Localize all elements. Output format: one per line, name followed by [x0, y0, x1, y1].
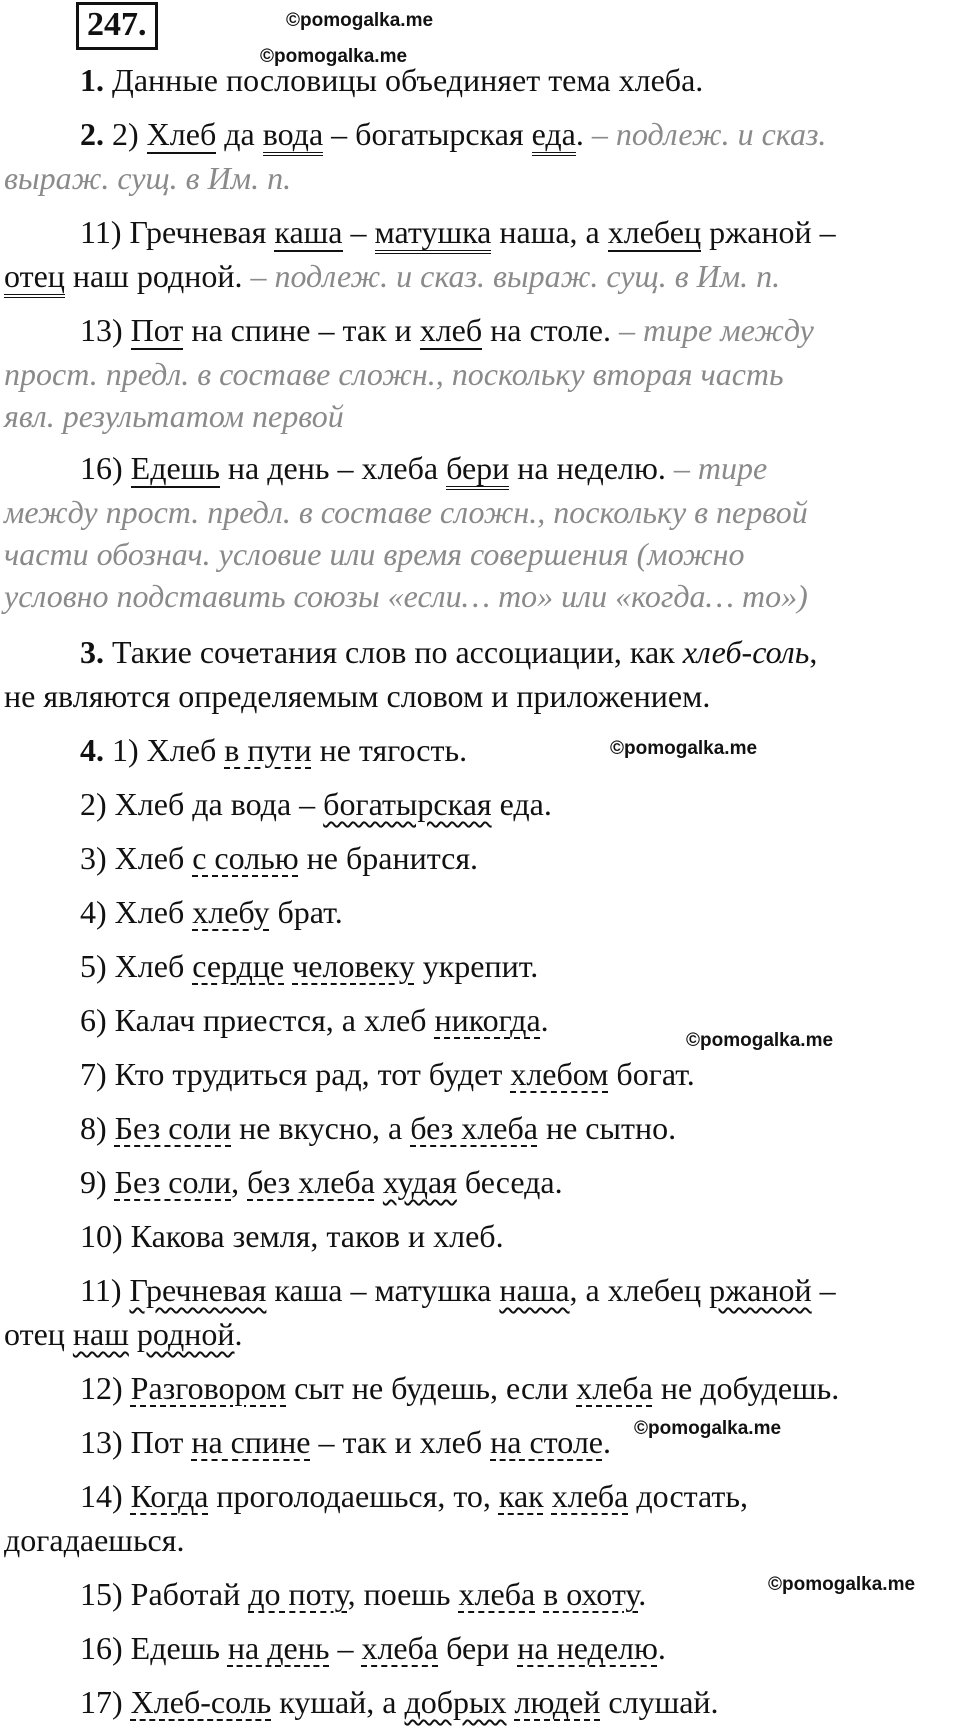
- paragraph-2-line: отец наш родной. – подлеж. и сказ. выраж. сущ. в Им. п.: [4, 256, 780, 296]
- proverb-11: 11) Гречневая каша – матушка наша, а хлебец ржаной –: [80, 1272, 836, 1308]
- proverb-1: 4. 1) Хлеб в пути не тягость.: [80, 732, 468, 768]
- paragraph-2-line: 13) Пот на спине – так и хлеб на столе. – тире между: [80, 312, 814, 348]
- note-line: выраж. сущ. в Им. п.: [4, 160, 292, 196]
- proverb-14-cont: догадаешься.: [4, 1522, 185, 1558]
- proverb-6: 6) Калач приестся, а хлеб никогда.: [80, 1002, 549, 1038]
- proverb-12: 12) Разговором сыт не будешь, если хлеба не добудешь.: [80, 1370, 840, 1406]
- proverb-5: 5) Хлеб сердце человеку укрепит.: [80, 948, 539, 984]
- watermark: ©pomogalka.me: [768, 1574, 916, 1595]
- paragraph-3-line: не являются определяемым словом и приложением.: [4, 678, 711, 714]
- watermark: ©pomogalka.me: [286, 10, 434, 31]
- proverb-11-cont: отец наш родной.: [4, 1316, 243, 1352]
- proverb-4: 4) Хлеб хлебу брат.: [80, 894, 343, 930]
- paragraph-2-line: 11) Гречневая каша – матушка наша, а хлебец ржаной –: [80, 212, 836, 252]
- proverb-7: 7) Кто трудиться рад, тот будет хлебом богат.: [80, 1056, 695, 1092]
- watermark: ©pomogalka.me: [686, 1030, 834, 1051]
- watermark: ©pomogalka.me: [610, 738, 758, 759]
- proverb-16: 16) Едешь на день – хлеба бери на неделю.: [80, 1630, 666, 1666]
- proverb-8: 8) Без соли не вкусно, а без хлеба не сытно.: [80, 1110, 677, 1146]
- note-line: условно подставить союзы «если… то» или «когда… то»): [4, 578, 808, 614]
- paragraph-2-line: 2. 2) Хлеб да вода – богатырская еда. – подлеж. и сказ.: [80, 114, 826, 154]
- proverb-2: 2) Хлеб да вода – богатырская еда.: [80, 786, 552, 822]
- note-line: явл. результатом первой: [4, 398, 344, 434]
- note-line: между прост. предл. в составе сложн., поскольку в первой: [4, 494, 808, 530]
- watermark: ©pomogalka.me: [260, 46, 408, 67]
- proverb-3: 3) Хлеб с солью не бранится.: [80, 840, 479, 876]
- proverb-10: 10) Какова земля, таков и хлеб.: [80, 1218, 504, 1254]
- proverb-17: 17) Хлеб-соль кушай, а добрых людей слушай.: [80, 1684, 719, 1720]
- exercise-number: 247.: [76, 2, 158, 50]
- proverb-14: 14) Когда проголодаешься, то, как хлеба достать,: [80, 1478, 748, 1514]
- note-line: части обознач. условие или время совершения (можно: [4, 536, 745, 572]
- paragraph-3: 3. Такие сочетания слов по ассоциации, как хлеб-соль,: [80, 634, 818, 670]
- paragraph-2-line: 16) Едешь на день – хлеба бери на неделю. – тире: [80, 448, 767, 488]
- proverb-9: 9) Без соли, без хлеба худая беседа.: [80, 1164, 563, 1200]
- proverb-15: 15) Работай до поту, поешь хлеба в охоту.: [80, 1576, 647, 1612]
- paragraph-1: 1. Данные пословицы объединяет тема хлеба.: [80, 62, 704, 98]
- note-line: прост. предл. в составе сложн., поскольку вторая часть: [4, 356, 784, 392]
- proverb-13: 13) Пот на спине – так и хлеб на столе.: [80, 1424, 611, 1460]
- watermark: ©pomogalka.me: [634, 1418, 782, 1439]
